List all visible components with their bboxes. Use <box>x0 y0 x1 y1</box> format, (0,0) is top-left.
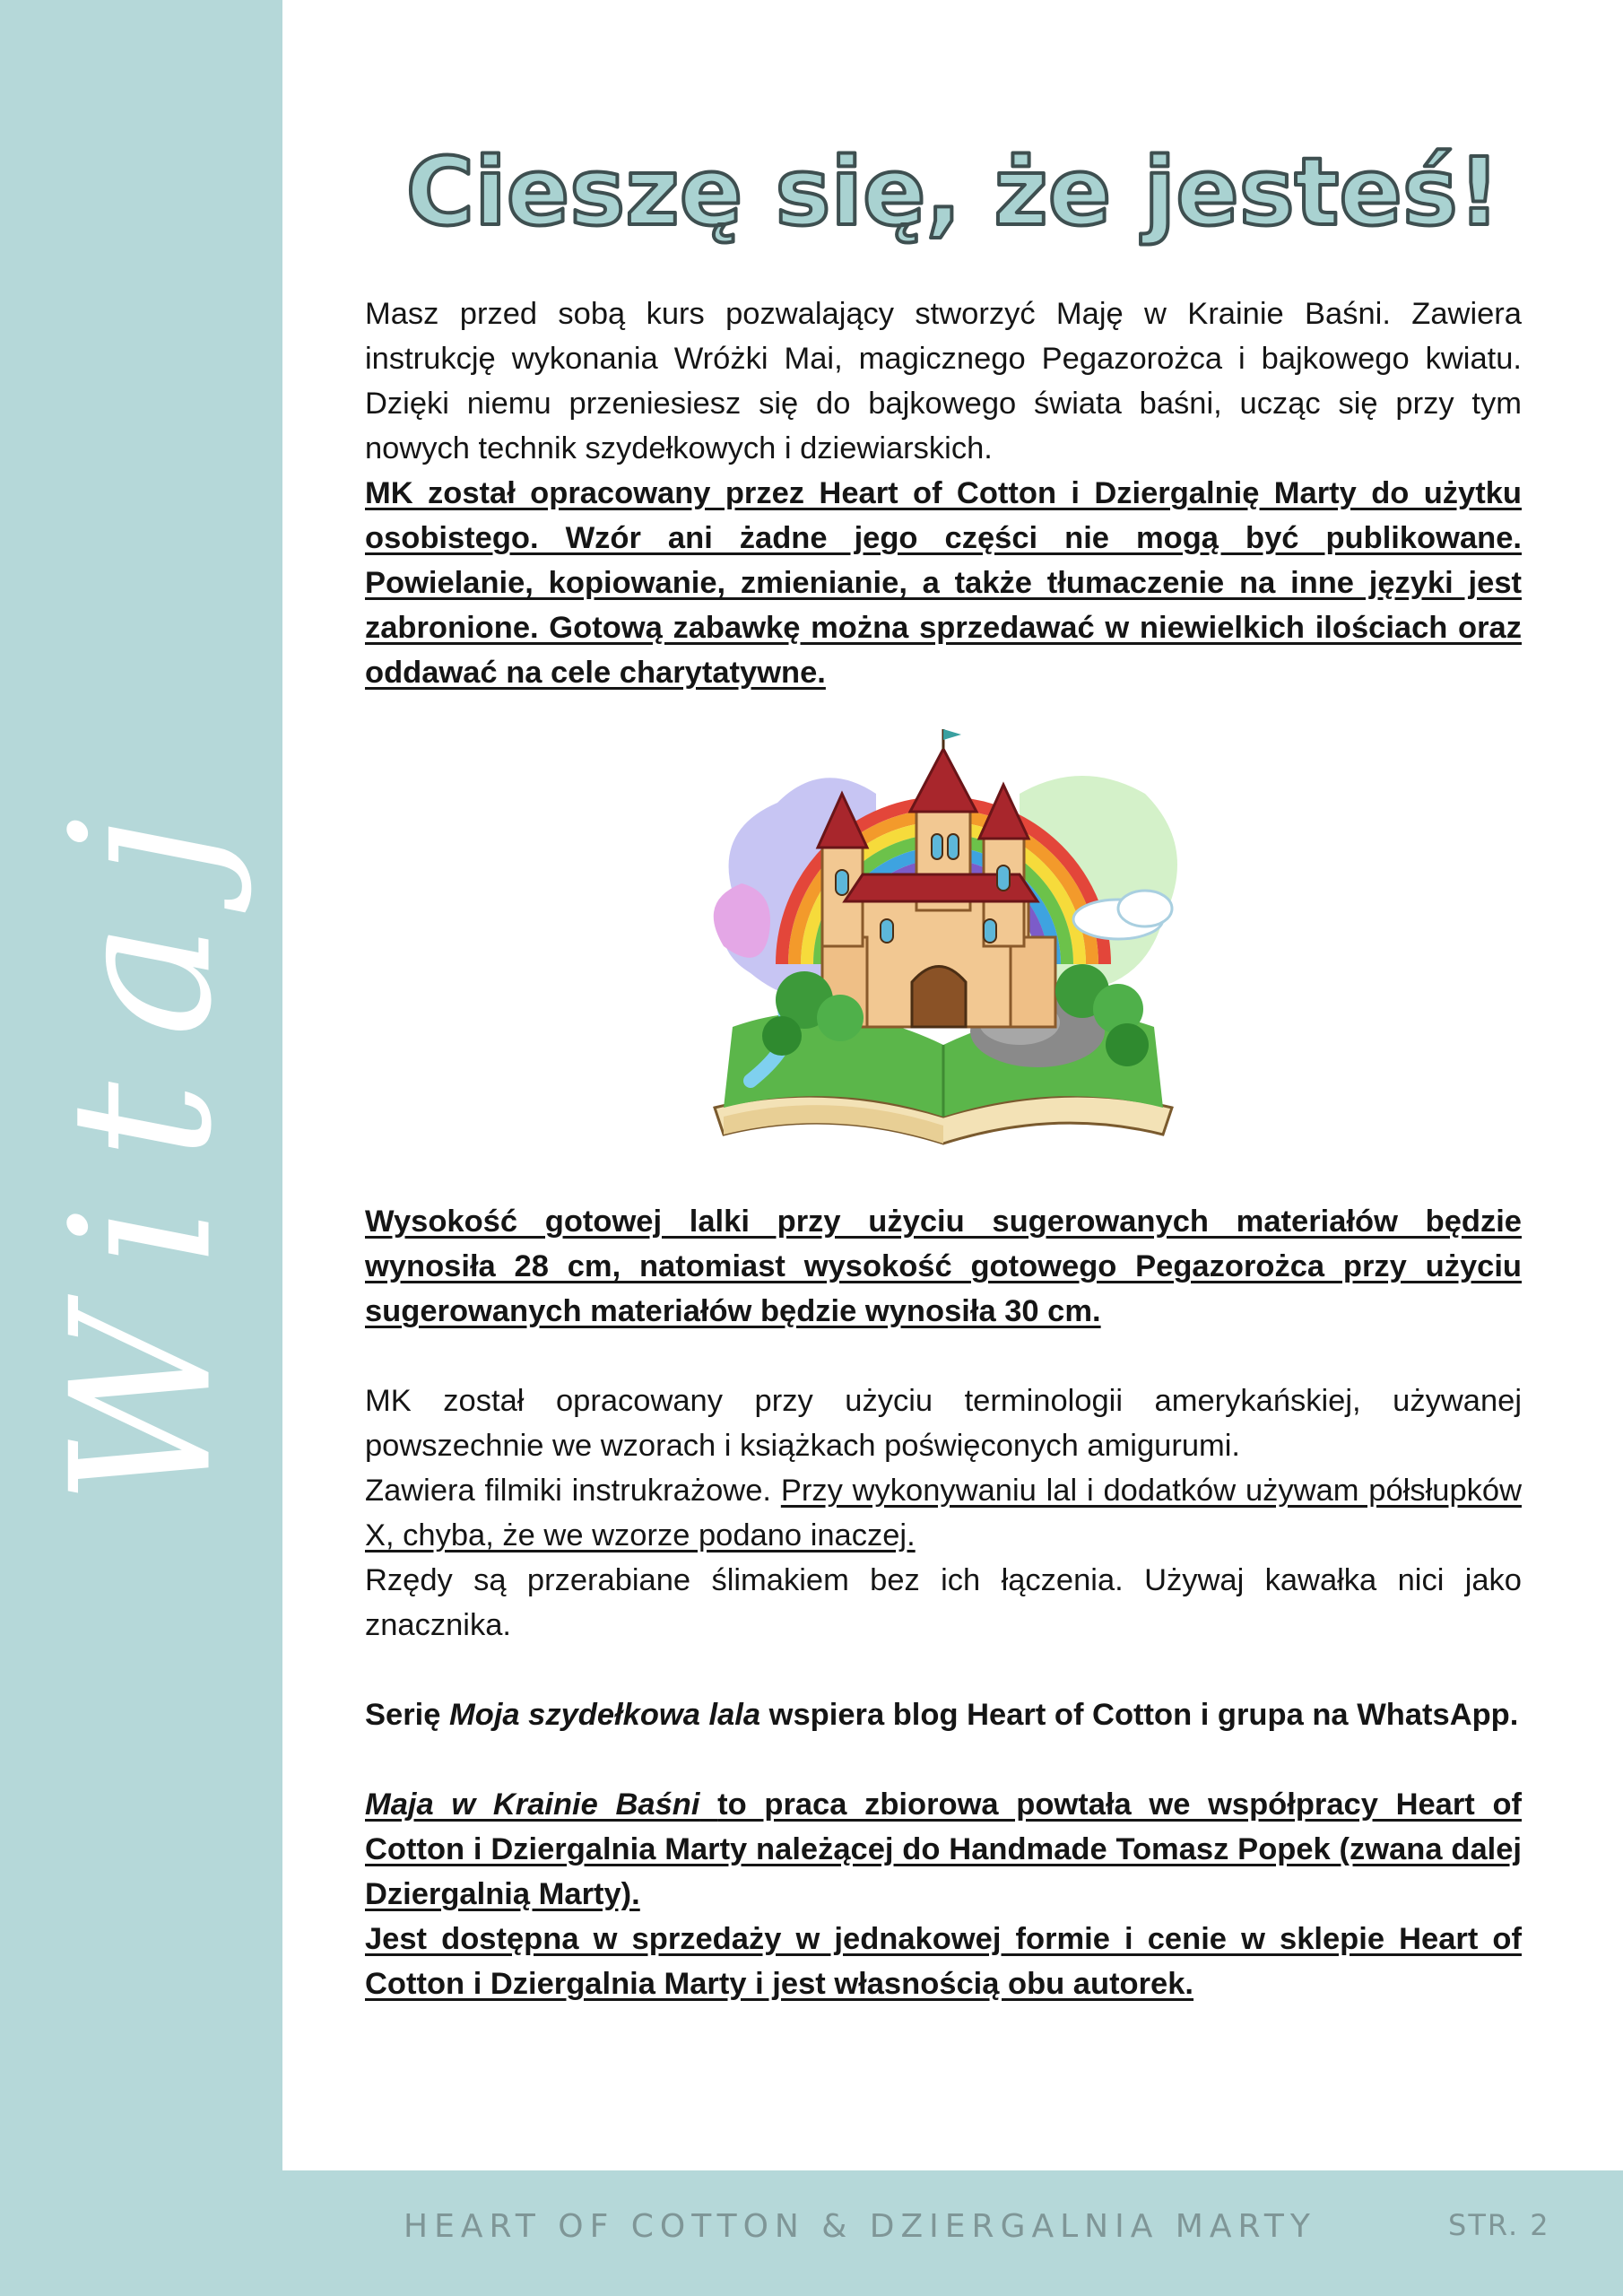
series-note <box>365 1692 1522 1737</box>
sidebar-title: Witaj <box>29 772 255 1506</box>
footer-brand: HEART OF COTTON & DZIERGALNIA MARTY <box>404 2208 1316 2245</box>
authorship-note <box>365 1782 1522 1917</box>
authorship-text-1: to praca zbiorowa powtała we współpracy Heart of Cotton i Dziergalnia Marty należącej do Handmade Tomasz Popek (zwana dalej Dziergalnią Marty). <box>365 1787 1523 1911</box>
terminology-line-2 <box>365 1468 1522 1558</box>
terminology-videos: Zawiera filmiki instrukrażowe. <box>365 1474 771 1508</box>
heading-title-graphic <box>406 135 1500 251</box>
availability-note: Jest dostępna w sprzedaży w jednakowej formie i cenie w sklepie Heart of Cotton i Dziergalnia Marty i jest własnością obu autorek. <box>365 1922 1522 2001</box>
page-number: STR. 2 <box>1448 2208 1550 2242</box>
heading-title: Cieszę się, że jesteś! <box>405 137 1500 247</box>
authorship-title: Maja w Krainie Baśni <box>365 1787 700 1822</box>
intro-paragraph: Masz przed sobą kurs pozwalający stworzyć Maję w Krainie Baśni. Zawiera instrukcję wykonania Wróżki Mai, magicznego Pegazorożca i bajkowego kwiatu. Dzięki niemu przeniesiesz się do bajkowego świata baśni, ucząc się przy tym nowych technik szydełkowych i dziewiarskich. <box>365 297 1522 465</box>
series-prefix: Serię <box>365 1698 441 1732</box>
terminology-line-1: MK został opracowany przy użyciu terminologii amerykańskiej, używanej powszechnie we wzorach i książkach poświęconych amigurumi. <box>365 1384 1522 1463</box>
terminology-line-3: Rzędy są przerabiane ślimakiem bez ich łączenia. Używaj kawałka nici jako znacznika. <box>365 1563 1522 1642</box>
terminology-stitch-note: Przy wykonywaniu lal i dodatków używam półsłupków X, chyba, że we wzorze podano inaczej. <box>365 1474 1522 1552</box>
castle-rainbow-book-illustration <box>697 722 1190 1152</box>
series-name: Moja szydełkowa lala <box>449 1698 761 1732</box>
sidebar-band <box>0 0 282 2296</box>
copyright-notice: MK został opracowany przez Heart of Cotton i Dziergalnię Marty do użytku osobistego. Wzór ani żadne jego części nie mogą być publikowane. Powielanie, kopiowanie, zmienianie, a także tłumaczenie na inne języki jest zabronione. Gotową zabawkę można sprzedawać w niewielkich ilościach oraz oddawać na cele charytatywne. <box>365 476 1522 690</box>
page-heading <box>282 135 1623 251</box>
main-content <box>365 291 1522 2006</box>
height-info: Wysokość gotowej lalki przy użyciu sugerowanych materiałów będzie wynosiła 28 cm, natomiast wysokość gotowego Pegazorożca przy użyciu sugerowanych materiałów będzie wynosiła 30 cm. <box>365 1205 1522 1328</box>
series-suffix: wspiera blog Heart of Cotton i grupa na WhatsApp. <box>768 1698 1519 1732</box>
